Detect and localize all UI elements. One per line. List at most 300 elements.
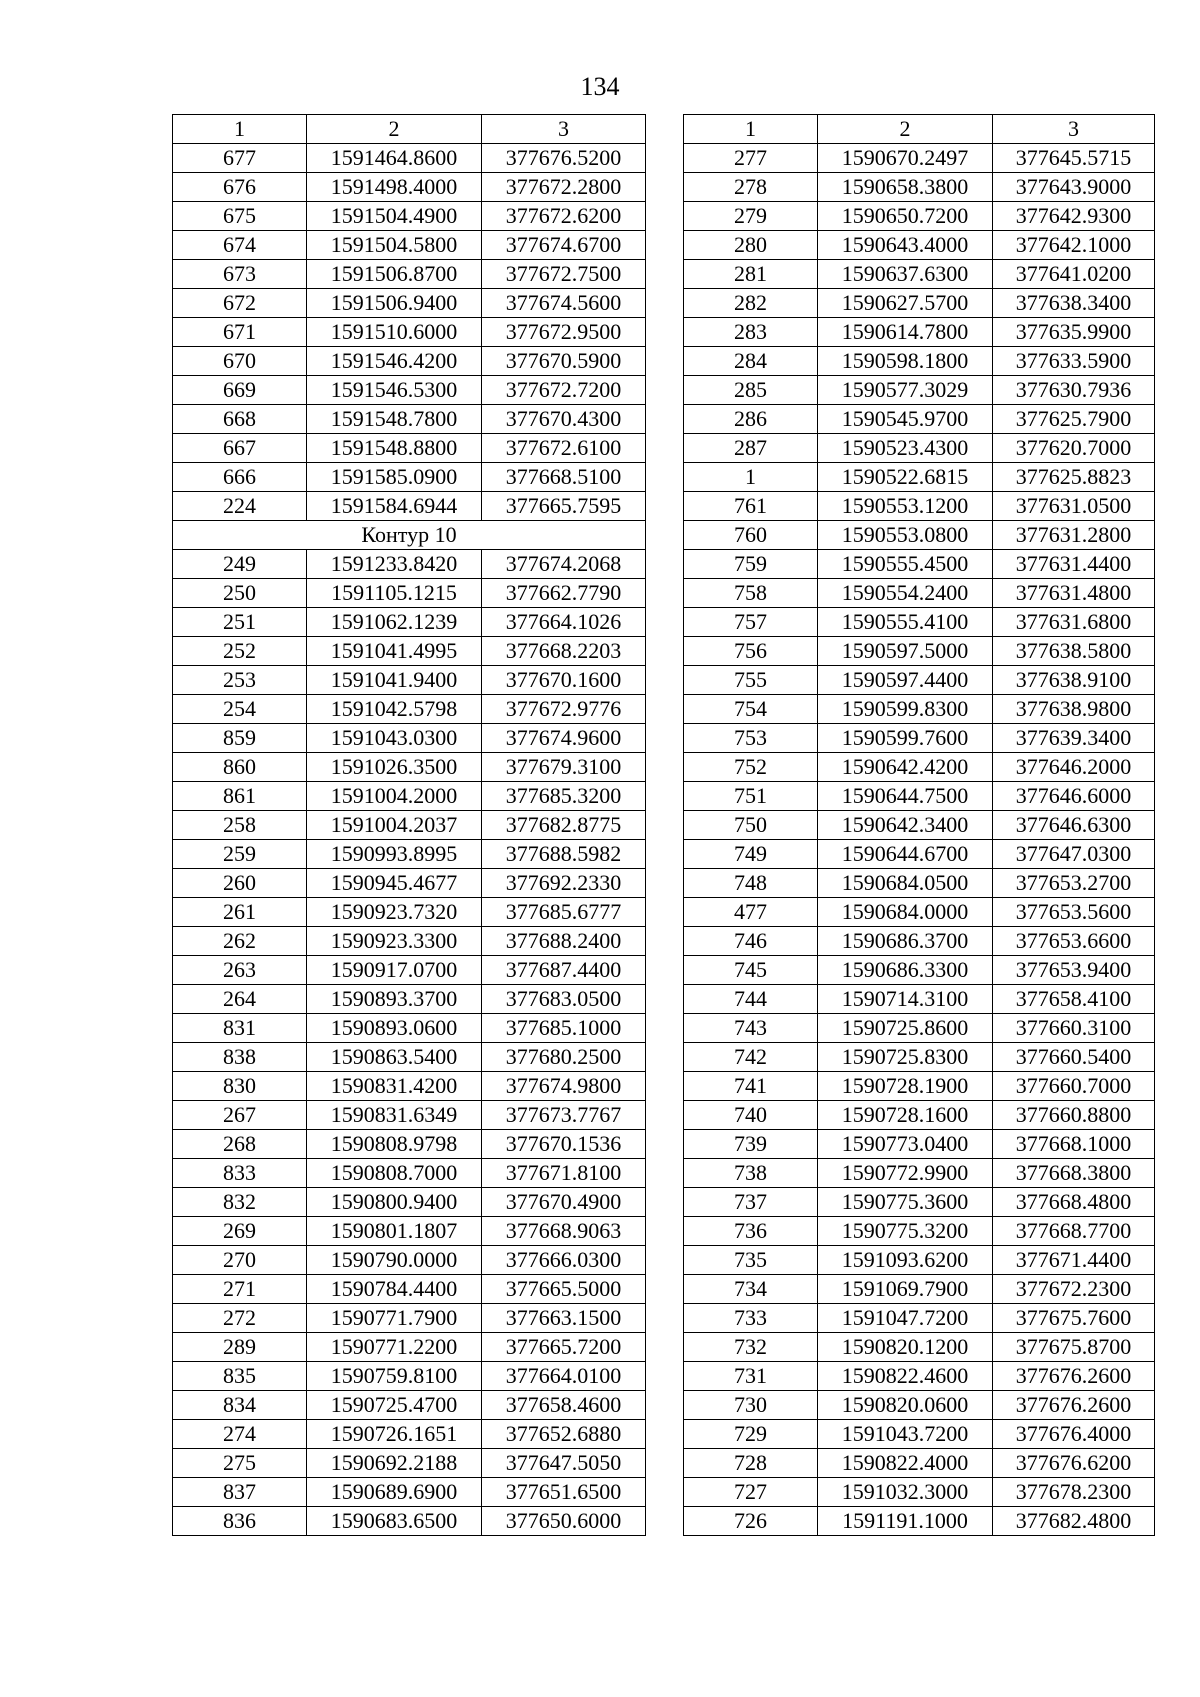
y-coordinate-cell: 377631.4800 (993, 579, 1155, 608)
y-coordinate-cell: 377674.2068 (482, 550, 646, 579)
y-coordinate-cell: 377674.9600 (482, 724, 646, 753)
x-coordinate-cell: 1591043.0300 (307, 724, 482, 753)
point-number-cell: 737 (684, 1188, 818, 1217)
table-row (173, 869, 646, 898)
x-coordinate-cell: 1590725.8300 (818, 1043, 993, 1072)
table-row (173, 231, 646, 260)
table-row (173, 463, 646, 492)
table-row (173, 1043, 646, 1072)
point-number-cell: 675 (173, 202, 307, 231)
table-row (173, 144, 646, 173)
point-number-cell: 750 (684, 811, 818, 840)
point-number-cell: 669 (173, 376, 307, 405)
table-row (684, 347, 1155, 376)
table-row (684, 144, 1155, 173)
table-row (684, 1420, 1155, 1449)
coordinates-table-left (172, 114, 646, 1536)
point-number-cell: 284 (684, 347, 818, 376)
x-coordinate-cell: 1590863.5400 (307, 1043, 482, 1072)
x-coordinate-cell: 1590644.7500 (818, 782, 993, 811)
x-coordinate-cell: 1590775.3600 (818, 1188, 993, 1217)
y-coordinate-cell: 377679.3100 (482, 753, 646, 782)
y-coordinate-cell: 377672.6100 (482, 434, 646, 463)
table-row (173, 550, 646, 579)
point-number-cell: 270 (173, 1246, 307, 1275)
x-coordinate-cell: 1591026.3500 (307, 753, 482, 782)
y-coordinate-cell: 377676.2600 (993, 1362, 1155, 1391)
y-coordinate-cell: 377672.2800 (482, 173, 646, 202)
table-row (684, 1188, 1155, 1217)
x-coordinate-cell: 1591041.9400 (307, 666, 482, 695)
point-number-cell: 267 (173, 1101, 307, 1130)
point-number-cell: 755 (684, 666, 818, 695)
point-number-cell: 736 (684, 1217, 818, 1246)
point-number-cell: 861 (173, 782, 307, 811)
y-coordinate-cell: 377658.4100 (993, 985, 1155, 1014)
table-row (173, 1449, 646, 1478)
header-cell: 2 (818, 115, 993, 144)
table-row (684, 1072, 1155, 1101)
header-cell: 3 (482, 115, 646, 144)
x-coordinate-cell: 1590771.7900 (307, 1304, 482, 1333)
y-coordinate-cell: 377660.7000 (993, 1072, 1155, 1101)
x-coordinate-cell: 1590893.3700 (307, 985, 482, 1014)
point-number-cell: 269 (173, 1217, 307, 1246)
table-row (173, 840, 646, 869)
table-row (684, 637, 1155, 666)
point-number-cell: 734 (684, 1275, 818, 1304)
y-coordinate-cell: 377625.7900 (993, 405, 1155, 434)
point-number-cell: 743 (684, 1014, 818, 1043)
table-row (684, 1217, 1155, 1246)
section-title: Контур 10 (173, 521, 646, 550)
y-coordinate-cell: 377675.7600 (993, 1304, 1155, 1333)
y-coordinate-cell: 377650.6000 (482, 1507, 646, 1536)
y-coordinate-cell: 377678.2300 (993, 1478, 1155, 1507)
x-coordinate-cell: 1591504.4900 (307, 202, 482, 231)
point-number-cell: 282 (684, 289, 818, 318)
x-coordinate-cell: 1591548.8800 (307, 434, 482, 463)
point-number-cell: 732 (684, 1333, 818, 1362)
point-number-cell: 838 (173, 1043, 307, 1072)
table-row (173, 492, 646, 521)
x-coordinate-cell: 1590993.8995 (307, 840, 482, 869)
table-row (684, 666, 1155, 695)
x-coordinate-cell: 1590893.0600 (307, 1014, 482, 1043)
table-row (684, 724, 1155, 753)
table-row (173, 173, 646, 202)
y-coordinate-cell: 377675.8700 (993, 1333, 1155, 1362)
x-coordinate-cell: 1590637.6300 (818, 260, 993, 289)
table-row (173, 289, 646, 318)
x-coordinate-cell: 1590808.7000 (307, 1159, 482, 1188)
table-row (684, 318, 1155, 347)
x-coordinate-cell: 1591032.3000 (818, 1478, 993, 1507)
table-row (173, 1159, 646, 1188)
point-number-cell: 757 (684, 608, 818, 637)
x-coordinate-cell: 1590522.6815 (818, 463, 993, 492)
y-coordinate-cell: 377631.6800 (993, 608, 1155, 637)
y-coordinate-cell: 377668.7700 (993, 1217, 1155, 1246)
point-number-cell: 835 (173, 1362, 307, 1391)
point-number-cell: 671 (173, 318, 307, 347)
x-coordinate-cell: 1590670.2497 (818, 144, 993, 173)
x-coordinate-cell: 1591043.7200 (818, 1420, 993, 1449)
point-number-cell: 751 (684, 782, 818, 811)
x-coordinate-cell: 1590598.1800 (818, 347, 993, 376)
x-coordinate-cell: 1591498.4000 (307, 173, 482, 202)
table-row (173, 1188, 646, 1217)
x-coordinate-cell: 1591191.1000 (818, 1507, 993, 1536)
point-number-cell: 666 (173, 463, 307, 492)
point-number-cell: 744 (684, 985, 818, 1014)
y-coordinate-cell: 377638.9800 (993, 695, 1155, 724)
x-coordinate-cell: 1590725.4700 (307, 1391, 482, 1420)
point-number-cell: 283 (684, 318, 818, 347)
y-coordinate-cell: 377631.2800 (993, 521, 1155, 550)
y-coordinate-cell: 377664.1026 (482, 608, 646, 637)
table-row (684, 579, 1155, 608)
y-coordinate-cell: 377682.8775 (482, 811, 646, 840)
y-coordinate-cell: 377666.0300 (482, 1246, 646, 1275)
point-number-cell: 727 (684, 1478, 818, 1507)
y-coordinate-cell: 377631.0500 (993, 492, 1155, 521)
y-coordinate-cell: 377643.9000 (993, 173, 1155, 202)
point-number-cell: 272 (173, 1304, 307, 1333)
table-body (684, 115, 1155, 1536)
x-coordinate-cell: 1591506.8700 (307, 260, 482, 289)
table-row (684, 811, 1155, 840)
x-coordinate-cell: 1590642.4200 (818, 753, 993, 782)
y-coordinate-cell: 377672.9500 (482, 318, 646, 347)
point-number-cell: 756 (684, 637, 818, 666)
point-number-cell: 670 (173, 347, 307, 376)
y-coordinate-cell: 377665.7200 (482, 1333, 646, 1362)
point-number-cell: 748 (684, 869, 818, 898)
table-row (173, 753, 646, 782)
x-coordinate-cell: 1590684.0500 (818, 869, 993, 898)
y-coordinate-cell: 377668.2203 (482, 637, 646, 666)
point-number-cell: 728 (684, 1449, 818, 1478)
y-coordinate-cell: 377653.6600 (993, 927, 1155, 956)
header-cell: 3 (993, 115, 1155, 144)
x-coordinate-cell: 1590923.3300 (307, 927, 482, 956)
point-number-cell: 259 (173, 840, 307, 869)
point-number-cell: 746 (684, 927, 818, 956)
y-coordinate-cell: 377672.6200 (482, 202, 646, 231)
x-coordinate-cell: 1590773.0400 (818, 1130, 993, 1159)
point-number-cell: 271 (173, 1275, 307, 1304)
table-row (684, 260, 1155, 289)
table-row (684, 1391, 1155, 1420)
y-coordinate-cell: 377671.8100 (482, 1159, 646, 1188)
point-number-cell: 831 (173, 1014, 307, 1043)
table-row (173, 260, 646, 289)
x-coordinate-cell: 1590553.1200 (818, 492, 993, 521)
x-coordinate-cell: 1590790.0000 (307, 1246, 482, 1275)
x-coordinate-cell: 1590597.5000 (818, 637, 993, 666)
point-number-cell: 677 (173, 144, 307, 173)
point-number-cell: 673 (173, 260, 307, 289)
point-number-cell: 735 (684, 1246, 818, 1275)
point-number-cell: 264 (173, 985, 307, 1014)
x-coordinate-cell: 1591584.6944 (307, 492, 482, 521)
x-coordinate-cell: 1591004.2000 (307, 782, 482, 811)
x-coordinate-cell: 1590784.4400 (307, 1275, 482, 1304)
point-number-cell: 836 (173, 1507, 307, 1536)
x-coordinate-cell: 1590822.4600 (818, 1362, 993, 1391)
x-coordinate-cell: 1590692.2188 (307, 1449, 482, 1478)
y-coordinate-cell: 377663.1500 (482, 1304, 646, 1333)
point-number-cell: 672 (173, 289, 307, 318)
table-body (173, 115, 646, 1536)
table-row (684, 985, 1155, 1014)
point-number-cell: 742 (684, 1043, 818, 1072)
y-coordinate-cell: 377638.9100 (993, 666, 1155, 695)
y-coordinate-cell: 377647.0300 (993, 840, 1155, 869)
table-row (684, 753, 1155, 782)
table-row (684, 956, 1155, 985)
point-number-cell: 252 (173, 637, 307, 666)
x-coordinate-cell: 1590684.0000 (818, 898, 993, 927)
x-coordinate-cell: 1590627.5700 (818, 289, 993, 318)
header-cell: 1 (173, 115, 307, 144)
y-coordinate-cell: 377670.4900 (482, 1188, 646, 1217)
y-coordinate-cell: 377645.5715 (993, 144, 1155, 173)
y-coordinate-cell: 377672.9776 (482, 695, 646, 724)
table-row (684, 550, 1155, 579)
table-row (684, 1449, 1155, 1478)
x-coordinate-cell: 1590945.4677 (307, 869, 482, 898)
point-number-cell: 761 (684, 492, 818, 521)
point-number-cell: 285 (684, 376, 818, 405)
table-row (173, 1217, 646, 1246)
point-number-cell: 749 (684, 840, 818, 869)
table-row (173, 637, 646, 666)
y-coordinate-cell: 377676.4000 (993, 1420, 1155, 1449)
point-number-cell: 274 (173, 1420, 307, 1449)
x-coordinate-cell: 1590775.3200 (818, 1217, 993, 1246)
x-coordinate-cell: 1590545.9700 (818, 405, 993, 434)
y-coordinate-cell: 377646.6300 (993, 811, 1155, 840)
y-coordinate-cell: 377631.4400 (993, 550, 1155, 579)
x-coordinate-cell: 1590808.9798 (307, 1130, 482, 1159)
x-coordinate-cell: 1591464.8600 (307, 144, 482, 173)
point-number-cell: 477 (684, 898, 818, 927)
x-coordinate-cell: 1590820.1200 (818, 1333, 993, 1362)
y-coordinate-cell: 377635.9900 (993, 318, 1155, 347)
point-number-cell: 730 (684, 1391, 818, 1420)
y-coordinate-cell: 377683.0500 (482, 985, 646, 1014)
header-cell: 1 (684, 115, 818, 144)
y-coordinate-cell: 377651.6500 (482, 1478, 646, 1507)
table-row (684, 376, 1155, 405)
point-number-cell: 1 (684, 463, 818, 492)
point-number-cell: 859 (173, 724, 307, 753)
point-number-cell: 263 (173, 956, 307, 985)
x-coordinate-cell: 1591506.9400 (307, 289, 482, 318)
point-number-cell: 289 (173, 1333, 307, 1362)
x-coordinate-cell: 1590683.6500 (307, 1507, 482, 1536)
table-row (173, 1014, 646, 1043)
point-number-cell: 738 (684, 1159, 818, 1188)
y-coordinate-cell: 377670.1600 (482, 666, 646, 695)
table-row (684, 173, 1155, 202)
table-row (173, 202, 646, 231)
y-coordinate-cell: 377620.7000 (993, 434, 1155, 463)
point-number-cell: 676 (173, 173, 307, 202)
table-row (684, 608, 1155, 637)
header-cell: 2 (307, 115, 482, 144)
table-row (684, 1333, 1155, 1362)
y-coordinate-cell: 377646.6000 (993, 782, 1155, 811)
table-row (684, 405, 1155, 434)
point-number-cell: 268 (173, 1130, 307, 1159)
point-number-cell: 754 (684, 695, 818, 724)
y-coordinate-cell: 377685.1000 (482, 1014, 646, 1043)
point-number-cell: 753 (684, 724, 818, 753)
point-number-cell: 668 (173, 405, 307, 434)
y-coordinate-cell: 377688.5982 (482, 840, 646, 869)
point-number-cell: 279 (684, 202, 818, 231)
x-coordinate-cell: 1590644.6700 (818, 840, 993, 869)
point-number-cell: 830 (173, 1072, 307, 1101)
table-row (173, 347, 646, 376)
table-row (684, 695, 1155, 724)
y-coordinate-cell: 377653.2700 (993, 869, 1155, 898)
table-row (684, 840, 1155, 869)
y-coordinate-cell: 377668.1000 (993, 1130, 1155, 1159)
y-coordinate-cell: 377685.3200 (482, 782, 646, 811)
table-row (684, 1362, 1155, 1391)
table-row (684, 1130, 1155, 1159)
y-coordinate-cell: 377676.2600 (993, 1391, 1155, 1420)
table-row (684, 1478, 1155, 1507)
x-coordinate-cell: 1590831.4200 (307, 1072, 482, 1101)
table-row (684, 1159, 1155, 1188)
point-number-cell: 281 (684, 260, 818, 289)
table-row (684, 782, 1155, 811)
table-row (684, 463, 1155, 492)
y-coordinate-cell: 377692.2330 (482, 869, 646, 898)
x-coordinate-cell: 1590599.7600 (818, 724, 993, 753)
y-coordinate-cell: 377676.5200 (482, 144, 646, 173)
y-coordinate-cell: 377668.9063 (482, 1217, 646, 1246)
point-number-cell: 251 (173, 608, 307, 637)
point-number-cell: 224 (173, 492, 307, 521)
x-coordinate-cell: 1590923.7320 (307, 898, 482, 927)
x-coordinate-cell: 1591042.5798 (307, 695, 482, 724)
point-number-cell: 758 (684, 579, 818, 608)
table-row (173, 1333, 646, 1362)
x-coordinate-cell: 1590714.3100 (818, 985, 993, 1014)
x-coordinate-cell: 1590822.4000 (818, 1449, 993, 1478)
x-coordinate-cell: 1590725.8600 (818, 1014, 993, 1043)
table-row (173, 724, 646, 753)
table-row (173, 1507, 646, 1536)
y-coordinate-cell: 377665.7595 (482, 492, 646, 521)
x-coordinate-cell: 1590820.0600 (818, 1391, 993, 1420)
x-coordinate-cell: 1591546.4200 (307, 347, 482, 376)
point-number-cell: 667 (173, 434, 307, 463)
table-row (173, 608, 646, 637)
y-coordinate-cell: 377646.2000 (993, 753, 1155, 782)
point-number-cell: 733 (684, 1304, 818, 1333)
page-number: 134 (580, 72, 620, 101)
y-coordinate-cell: 377668.5100 (482, 463, 646, 492)
y-coordinate-cell: 377625.8823 (993, 463, 1155, 492)
x-coordinate-cell: 1590554.2400 (818, 579, 993, 608)
x-coordinate-cell: 1591510.6000 (307, 318, 482, 347)
x-coordinate-cell: 1590759.8100 (307, 1362, 482, 1391)
y-coordinate-cell: 377662.7790 (482, 579, 646, 608)
point-number-cell: 760 (684, 521, 818, 550)
x-coordinate-cell: 1591062.1239 (307, 608, 482, 637)
table-row (684, 492, 1155, 521)
table-row (173, 695, 646, 724)
y-coordinate-cell: 377633.5900 (993, 347, 1155, 376)
table-row (684, 1304, 1155, 1333)
x-coordinate-cell: 1590599.8300 (818, 695, 993, 724)
point-number-cell: 739 (684, 1130, 818, 1159)
table-row (684, 898, 1155, 927)
y-coordinate-cell: 377682.4800 (993, 1507, 1155, 1536)
point-number-cell: 745 (684, 956, 818, 985)
point-number-cell: 752 (684, 753, 818, 782)
point-number-cell: 726 (684, 1507, 818, 1536)
table-row (173, 1304, 646, 1333)
y-coordinate-cell: 377680.2500 (482, 1043, 646, 1072)
y-coordinate-cell: 377660.5400 (993, 1043, 1155, 1072)
table-row (173, 434, 646, 463)
y-coordinate-cell: 377687.4400 (482, 956, 646, 985)
y-coordinate-cell: 377658.4600 (482, 1391, 646, 1420)
y-coordinate-cell: 377660.8800 (993, 1101, 1155, 1130)
point-number-cell: 674 (173, 231, 307, 260)
x-coordinate-cell: 1590553.0800 (818, 521, 993, 550)
x-coordinate-cell: 1591548.7800 (307, 405, 482, 434)
table-row (684, 869, 1155, 898)
coordinates-table-right (683, 114, 1155, 1536)
y-coordinate-cell: 377674.5600 (482, 289, 646, 318)
point-number-cell: 262 (173, 927, 307, 956)
x-coordinate-cell: 1590726.1651 (307, 1420, 482, 1449)
x-coordinate-cell: 1590523.4300 (818, 434, 993, 463)
table-row (684, 231, 1155, 260)
y-coordinate-cell: 377665.5000 (482, 1275, 646, 1304)
x-coordinate-cell: 1590614.7800 (818, 318, 993, 347)
header-row (684, 115, 1155, 144)
y-coordinate-cell: 377668.3800 (993, 1159, 1155, 1188)
y-coordinate-cell: 377647.5050 (482, 1449, 646, 1478)
x-coordinate-cell: 1591105.1215 (307, 579, 482, 608)
y-coordinate-cell: 377670.5900 (482, 347, 646, 376)
y-coordinate-cell: 377672.7200 (482, 376, 646, 405)
x-coordinate-cell: 1590686.3700 (818, 927, 993, 956)
x-coordinate-cell: 1590728.1900 (818, 1072, 993, 1101)
y-coordinate-cell: 377664.0100 (482, 1362, 646, 1391)
point-number-cell: 832 (173, 1188, 307, 1217)
y-coordinate-cell: 377638.3400 (993, 289, 1155, 318)
x-coordinate-cell: 1590686.3300 (818, 956, 993, 985)
point-number-cell: 275 (173, 1449, 307, 1478)
point-number-cell: 731 (684, 1362, 818, 1391)
table-row (173, 811, 646, 840)
x-coordinate-cell: 1590658.3800 (818, 173, 993, 202)
table-row (173, 898, 646, 927)
x-coordinate-cell: 1590801.1807 (307, 1217, 482, 1246)
y-coordinate-cell: 377670.4300 (482, 405, 646, 434)
